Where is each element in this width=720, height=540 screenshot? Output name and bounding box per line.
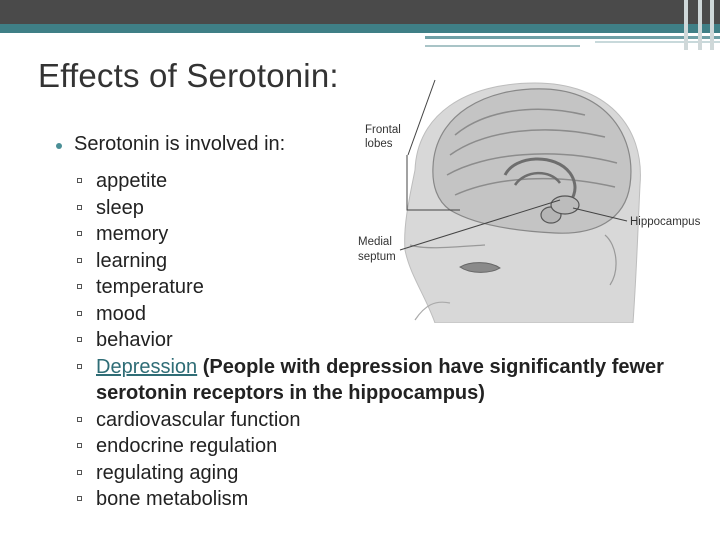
list-item: mood (56, 301, 696, 328)
square-bullet-icon (77, 337, 82, 342)
list-item: appetite (56, 168, 696, 195)
header-stripe (684, 0, 688, 50)
label-frontal: Frontal (365, 124, 401, 136)
square-bullet-icon (77, 205, 82, 210)
header-rule (425, 36, 720, 39)
list-item: behavior (56, 327, 696, 354)
list-item: sleep (56, 195, 696, 222)
label-hippocampus: Hippocampus (630, 216, 701, 228)
label-lobes: lobes (365, 138, 393, 150)
square-bullet-icon (77, 231, 82, 236)
header-bar (0, 0, 720, 24)
bullet-dot-icon (56, 143, 62, 149)
square-bullet-icon (77, 496, 82, 501)
square-bullet-icon (77, 470, 82, 475)
depression-note: (People with depression have significantly fewer serotonin receptors in the hippocampus) (96, 355, 664, 404)
list-item: learning (56, 248, 696, 275)
lead-bullet (56, 133, 696, 159)
lead-text: Serotonin is involved in: (74, 133, 286, 155)
square-bullet-icon (77, 178, 82, 183)
slide-body (56, 133, 696, 513)
slide-title: Effects of Serotonin: (38, 57, 339, 94)
list-item: regulating aging (56, 460, 696, 487)
square-bullet-icon (77, 364, 82, 369)
list-item: cardiovascular function (56, 407, 696, 434)
header-stripe (710, 0, 714, 50)
square-bullet-icon (77, 417, 82, 422)
square-bullet-icon (77, 284, 82, 289)
list-item: temperature (56, 274, 696, 301)
header-rule (425, 45, 580, 47)
effects-list (56, 168, 696, 513)
label-medial: Medial (358, 236, 392, 248)
header-accent-band (0, 24, 720, 33)
square-bullet-icon (77, 311, 82, 316)
label-septum: septum (358, 251, 396, 263)
list-item: memory (56, 221, 696, 248)
header-stripe (698, 0, 702, 50)
square-bullet-icon (77, 443, 82, 448)
depression-link[interactable]: Depression (96, 355, 198, 378)
list-item-depression (56, 354, 696, 407)
square-bullet-icon (77, 258, 82, 263)
list-item: bone metabolism (56, 486, 696, 513)
list-item: endocrine regulation (56, 433, 696, 460)
